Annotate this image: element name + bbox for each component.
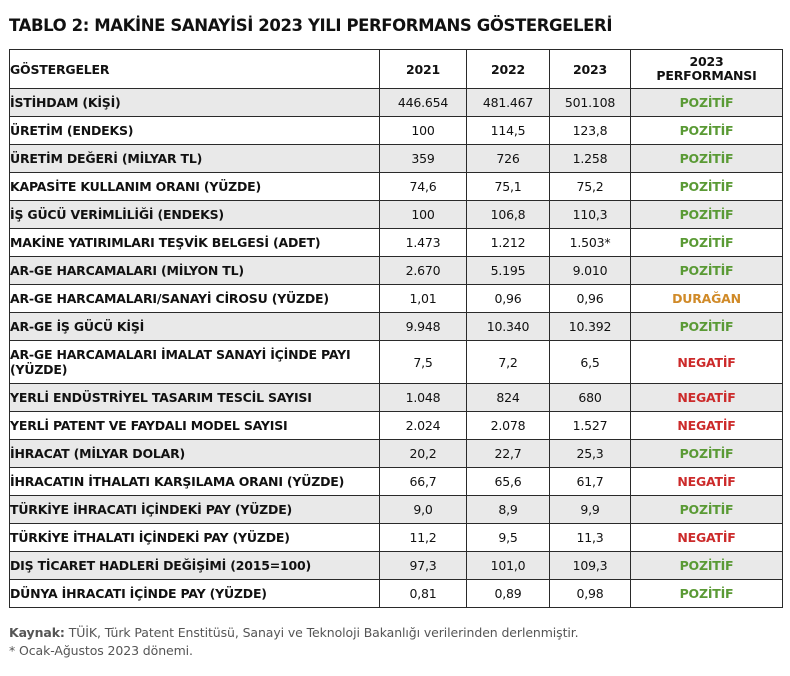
value-cell-2021: 74,6 bbox=[380, 173, 467, 201]
table-footer bbox=[9, 624, 579, 660]
header-2022: 2022 bbox=[467, 50, 550, 89]
value-cell-2023: 1.258 bbox=[550, 145, 631, 173]
value-cell-2022: 65,6 bbox=[467, 468, 550, 496]
performance-badge: NEGATİF bbox=[631, 524, 783, 552]
value-cell-2023: 109,3 bbox=[550, 552, 631, 580]
table-row bbox=[10, 145, 783, 173]
performance-badge: POZİTİF bbox=[631, 496, 783, 524]
value-cell-2023: 680 bbox=[550, 384, 631, 412]
performance-badge: NEGATİF bbox=[631, 468, 783, 496]
table-row bbox=[10, 257, 783, 285]
indicator-cell bbox=[10, 201, 380, 229]
indicator-label: İŞ GÜCÜ VERİMLİLİĞİ (ENDEKS) bbox=[10, 207, 224, 222]
performance-badge: POZİTİF bbox=[631, 173, 783, 201]
indicator-label: İSTİHDAM (KİŞİ) bbox=[10, 95, 121, 110]
table-row bbox=[10, 201, 783, 229]
performance-badge: POZİTİF bbox=[631, 257, 783, 285]
performance-badge: NEGATİF bbox=[631, 341, 783, 384]
indicator-label: YERLİ PATENT VE FAYDALI MODEL SAYISI bbox=[10, 418, 288, 433]
indicator-cell bbox=[10, 89, 380, 117]
table-row bbox=[10, 412, 783, 440]
value-cell-2023: 0,98 bbox=[550, 580, 631, 608]
value-cell-2023: 110,3 bbox=[550, 201, 631, 229]
table-row bbox=[10, 89, 783, 117]
value-cell-2022: 10.340 bbox=[467, 313, 550, 341]
table-row bbox=[10, 285, 783, 313]
header-2021: 2021 bbox=[380, 50, 467, 89]
table-body bbox=[10, 89, 783, 608]
value-cell-2023: 1.527 bbox=[550, 412, 631, 440]
value-cell-2023: 9,9 bbox=[550, 496, 631, 524]
value-cell-2022: 101,0 bbox=[467, 552, 550, 580]
indicator-label: ÜRETİM (ENDEKS) bbox=[10, 123, 134, 138]
indicator-cell bbox=[10, 341, 380, 384]
table-row bbox=[10, 552, 783, 580]
header-performance-label: PERFORMANSI bbox=[656, 68, 757, 83]
header-2023: 2023 bbox=[550, 50, 631, 89]
value-cell-2022: 8,9 bbox=[467, 496, 550, 524]
table-row bbox=[10, 229, 783, 257]
indicator-label: MAKİNE YATIRIMLARI TEŞVİK BELGESİ (ADET) bbox=[10, 235, 321, 250]
value-cell-2023: 501.108 bbox=[550, 89, 631, 117]
indicator-label: YERLİ ENDÜSTRİYEL TASARIM TESCİL SAYISI bbox=[10, 390, 312, 405]
indicator-label: AR-GE HARCAMALARI/SANAYİ CİROSU (YÜZDE) bbox=[10, 291, 329, 306]
value-cell-2022: 0,89 bbox=[467, 580, 550, 608]
value-cell-2021: 97,3 bbox=[380, 552, 467, 580]
indicator-cell bbox=[10, 313, 380, 341]
value-cell-2022: 75,1 bbox=[467, 173, 550, 201]
performance-badge: POZİTİF bbox=[631, 552, 783, 580]
value-cell-2022: 22,7 bbox=[467, 440, 550, 468]
table-row bbox=[10, 384, 783, 412]
table-row bbox=[10, 524, 783, 552]
performance-badge: POZİTİF bbox=[631, 440, 783, 468]
footnote: * Ocak-Ağustos 2023 dönemi. bbox=[9, 643, 193, 658]
value-cell-2022: 2.078 bbox=[467, 412, 550, 440]
value-cell-2022: 726 bbox=[467, 145, 550, 173]
indicator-cell bbox=[10, 552, 380, 580]
value-cell-2022: 9,5 bbox=[467, 524, 550, 552]
performance-badge: POZİTİF bbox=[631, 580, 783, 608]
table-row bbox=[10, 440, 783, 468]
indicator-label: AR-GE HARCAMALARI (MİLYON TL) bbox=[10, 263, 244, 278]
performance-badge: POZİTİF bbox=[631, 201, 783, 229]
value-cell-2021: 11,2 bbox=[380, 524, 467, 552]
indicator-label: ÜRETİM DEĞERİ (MİLYAR TL) bbox=[10, 151, 203, 166]
indicator-cell bbox=[10, 440, 380, 468]
value-cell-2021: 446.654 bbox=[380, 89, 467, 117]
value-cell-2021: 100 bbox=[380, 201, 467, 229]
value-cell-2021: 1.048 bbox=[380, 384, 467, 412]
indicator-cell bbox=[10, 145, 380, 173]
header-indicator: GÖSTERGELER bbox=[10, 50, 380, 89]
indicator-label: AR-GE HARCAMALARI İMALAT SANAYİ İÇİNDE PAYI (YÜZDE) bbox=[10, 347, 351, 377]
indicator-cell bbox=[10, 496, 380, 524]
table-row bbox=[10, 117, 783, 145]
value-cell-2023: 11,3 bbox=[550, 524, 631, 552]
value-cell-2023: 0,96 bbox=[550, 285, 631, 313]
value-cell-2022: 824 bbox=[467, 384, 550, 412]
value-cell-2021: 7,5 bbox=[380, 341, 467, 384]
source-text: TÜİK, Türk Patent Enstitüsü, Sanayi ve Teknoloji Bakanlığı verilerinden derlenmiştir. bbox=[64, 625, 579, 640]
indicator-cell bbox=[10, 384, 380, 412]
value-cell-2022: 114,5 bbox=[467, 117, 550, 145]
indicator-label: AR-GE İŞ GÜCÜ KİŞİ bbox=[10, 319, 145, 334]
performance-badge: POZİTİF bbox=[631, 145, 783, 173]
table-row bbox=[10, 341, 783, 384]
header-performance-year: 2023 bbox=[689, 54, 724, 69]
value-cell-2022: 5.195 bbox=[467, 257, 550, 285]
performance-badge: POZİTİF bbox=[631, 89, 783, 117]
value-cell-2021: 2.024 bbox=[380, 412, 467, 440]
indicator-label: TÜRKİYE İHRACATI İÇİNDEKİ PAY (YÜZDE) bbox=[10, 502, 293, 517]
indicator-label: KAPASİTE KULLANIM ORANI (YÜZDE) bbox=[10, 179, 262, 194]
table-title: TABLO 2: MAKİNE SANAYİSİ 2023 YILI PERFORMANS GÖSTERGELERİ bbox=[9, 16, 613, 35]
table-row bbox=[10, 580, 783, 608]
value-cell-2021: 9,0 bbox=[380, 496, 467, 524]
performance-badge: POZİTİF bbox=[631, 229, 783, 257]
performance-badge: NEGATİF bbox=[631, 412, 783, 440]
value-cell-2021: 0,81 bbox=[380, 580, 467, 608]
value-cell-2022: 106,8 bbox=[467, 201, 550, 229]
value-cell-2021: 1.473 bbox=[380, 229, 467, 257]
value-cell-2021: 359 bbox=[380, 145, 467, 173]
indicator-label: İHRACATIN İTHALATI KARŞILAMA ORANI (YÜZDE) bbox=[10, 474, 345, 489]
indicator-cell bbox=[10, 285, 380, 313]
source-label: Kaynak: bbox=[9, 625, 65, 640]
value-cell-2021: 2.670 bbox=[380, 257, 467, 285]
performance-badge: POZİTİF bbox=[631, 117, 783, 145]
value-cell-2021: 100 bbox=[380, 117, 467, 145]
indicator-cell bbox=[10, 257, 380, 285]
performance-badge: NEGATİF bbox=[631, 384, 783, 412]
performance-badge: POZİTİF bbox=[631, 313, 783, 341]
performance-badge: DURAĞAN bbox=[631, 285, 783, 313]
indicator-cell bbox=[10, 173, 380, 201]
value-cell-2023: 123,8 bbox=[550, 117, 631, 145]
indicator-cell bbox=[10, 117, 380, 145]
indicator-cell bbox=[10, 524, 380, 552]
table-row bbox=[10, 496, 783, 524]
value-cell-2021: 66,7 bbox=[380, 468, 467, 496]
value-cell-2023: 1.503* bbox=[550, 229, 631, 257]
table-header-row bbox=[10, 50, 783, 89]
value-cell-2023: 10.392 bbox=[550, 313, 631, 341]
source-line bbox=[9, 624, 579, 642]
performance-table bbox=[9, 49, 783, 608]
table-row bbox=[10, 313, 783, 341]
value-cell-2023: 25,3 bbox=[550, 440, 631, 468]
value-cell-2021: 9.948 bbox=[380, 313, 467, 341]
table-row bbox=[10, 468, 783, 496]
value-cell-2022: 7,2 bbox=[467, 341, 550, 384]
value-cell-2023: 61,7 bbox=[550, 468, 631, 496]
value-cell-2021: 20,2 bbox=[380, 440, 467, 468]
indicator-label: DÜNYA İHRACATI İÇİNDE PAY (YÜZDE) bbox=[10, 586, 267, 601]
value-cell-2023: 9.010 bbox=[550, 257, 631, 285]
value-cell-2023: 75,2 bbox=[550, 173, 631, 201]
value-cell-2021: 1,01 bbox=[380, 285, 467, 313]
indicator-cell bbox=[10, 229, 380, 257]
indicator-cell bbox=[10, 412, 380, 440]
value-cell-2022: 1.212 bbox=[467, 229, 550, 257]
table-row bbox=[10, 173, 783, 201]
indicator-label: DIŞ TİCARET HADLERİ DEĞİŞİMİ (2015=100) bbox=[10, 558, 311, 573]
value-cell-2023: 6,5 bbox=[550, 341, 631, 384]
value-cell-2022: 0,96 bbox=[467, 285, 550, 313]
indicator-cell bbox=[10, 580, 380, 608]
value-cell-2022: 481.467 bbox=[467, 89, 550, 117]
indicator-cell bbox=[10, 468, 380, 496]
header-performance bbox=[631, 50, 783, 89]
indicator-label: TÜRKİYE İTHALATI İÇİNDEKİ PAY (YÜZDE) bbox=[10, 530, 290, 545]
indicator-label: İHRACAT (MİLYAR DOLAR) bbox=[10, 446, 186, 461]
